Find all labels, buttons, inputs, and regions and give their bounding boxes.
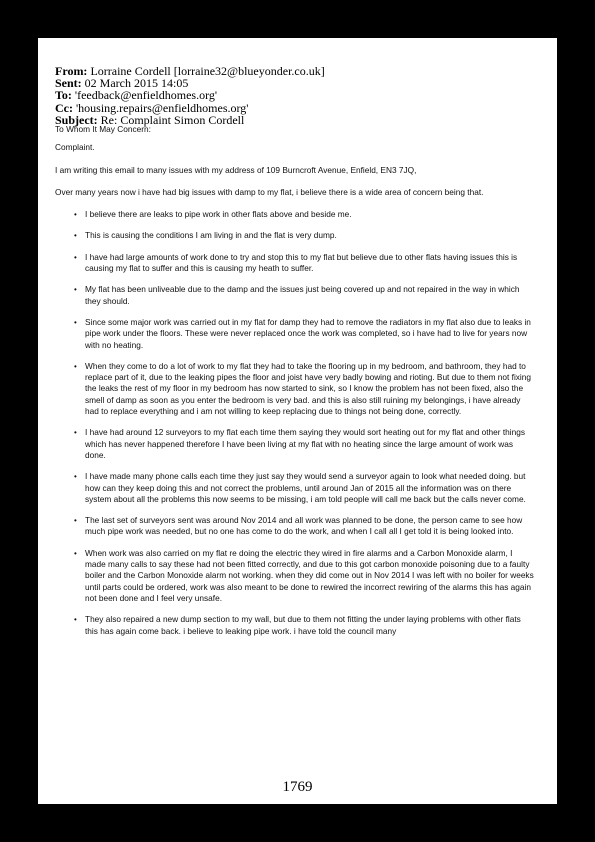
to-label: To: [55, 88, 72, 103]
list-item-text: They also repaired a new dump section to my wall, but due to them not fitting the under laying problems with other flats this has again come back. i believe to leaking pipe work. i have told the council many [85, 614, 521, 636]
from-label: From: [55, 64, 88, 78]
list-item [55, 209, 535, 220]
list-item [55, 515, 535, 538]
overview-paragraph: Over many years now i have had big issues with damp to my flat, i believe there is a wide area of concern being that. [55, 186, 484, 197]
list-item-text: I believe there are leaks to pipe work in other flats above and beside me. [85, 209, 352, 220]
cc-value: 'housing.repairs@enfieldhomes.org' [73, 100, 249, 115]
sent-label: Sent: [55, 76, 82, 91]
bullet-icon: • [74, 548, 77, 558]
list-item-text: The last set of surveyors sent was around Nov 2014 and all work was planned to be done, the person came to see how much pipe work was needed, but no one has come to do the work, and when I call all I get told it is being looked into. [85, 515, 523, 537]
from-value: Lorraine Cordell [lorraine32@blueyonder.co.uk] [87, 64, 325, 78]
sent-value: 02 March 2015 14:05 [81, 76, 189, 91]
list-item-text: When work was also carried on my flat re doing the electric they wired in fire alarms and a Carbon Monoxide alarm, I made many calls to say these had not been fitted correctly, and due to this got carbon monoxide poisoning due to a faulty boiler and the Carbon Monoxide alarm not working. when they did come out in Nov 2014 I was left with no boiler for weeks until parts could be ordered, work was also meant to be done to rewired the incorrect rewiring of the alarms this has again not been done and I feel very unsafe. [85, 547, 534, 603]
list-item-text: When they come to do a lot of work to my flat they had to take the flooring up in my bedroom, and bathroom, they had to replace part of it, due to the leaking pipes the floor and joist have very badly bowing and rioting. But due to them not fixing the leaks the rest of my floor in my bedroom has now started to sink, so I know the problem has not been fixed, also the smell of damp as soon as you enter the bedroom is very bad. and this is also still ruining my belongings, i have already had to replace everything and i am not willing to keep replacing due to things not being done, correctly. [85, 360, 532, 417]
bullet-icon: • [74, 472, 77, 482]
intro-paragraph: I am writing this email to many issues with my address of 109 Burncroft Avenue, Enfield, EN3 7JQ, [55, 164, 417, 175]
bullet-icon: • [74, 615, 77, 625]
issues-list [55, 209, 535, 637]
list-item [55, 471, 535, 505]
bullet-icon: • [74, 516, 77, 526]
to-value: 'feedback@enfieldhomes.org' [71, 88, 218, 103]
email-header [55, 65, 325, 126]
list-item [55, 427, 535, 461]
complaint-heading: Complaint. [55, 142, 95, 153]
list-item [55, 361, 535, 417]
subject-value: Re: Complaint Simon Cordell [97, 112, 245, 127]
document-page [38, 38, 557, 804]
list-item-text: My flat has been unliveable due to the damp and the issues just being covered up and not repaired in the way in which they should. [85, 284, 520, 306]
list-item-text: Since some major work was carried out in my flat for damp they had to remove the radiators in my flat also due to leaks in pipe work under the floors. These were never replaced once the work was completed, so i have had to live for years now with no heating. [85, 316, 531, 350]
bullet-icon: • [74, 317, 77, 327]
list-item [55, 284, 535, 307]
list-item-text: I have had around 12 surveyors to my flat each time them saying they would sort heating out for my flat and other things which has never happened therefore I have been living at my flat with no heating since the large amount of work was done. [85, 427, 525, 460]
bullet-icon: • [74, 361, 77, 371]
page-number: 1769 [282, 779, 313, 795]
list-item [55, 230, 535, 241]
list-item [55, 548, 535, 604]
list-item [55, 614, 535, 637]
list-item-text: I have made many phone calls each time they just say they would send a surveyor again to look what needed doing. but how can they keep doing this and not correct the problems, until around Jan of 2015 all the information was on there system about all the problems this now seems to be missing, i am told people will call me back but the calls never come. [85, 471, 526, 504]
bullet-icon: • [74, 231, 77, 241]
bullet-icon: • [74, 210, 77, 220]
list-item [55, 317, 535, 351]
list-item [55, 252, 535, 275]
bullet-icon: • [74, 428, 77, 438]
bullet-icon: • [74, 285, 77, 295]
cc-label: Cc: [55, 100, 73, 115]
salutation: To Whom It May Concern: [55, 124, 151, 134]
email-body [55, 124, 535, 647]
list-item-text: This is causing the conditions I am living in and the flat is very dump. [85, 230, 337, 241]
list-item-text: I have had large amounts of work done to try and stop this to my flat but believe due to other flats having issues this is causing my flat to suffer and this is causing my heath to suffer. [85, 251, 518, 274]
subject-label: Subject: [55, 112, 98, 127]
bullet-icon: • [74, 252, 77, 262]
